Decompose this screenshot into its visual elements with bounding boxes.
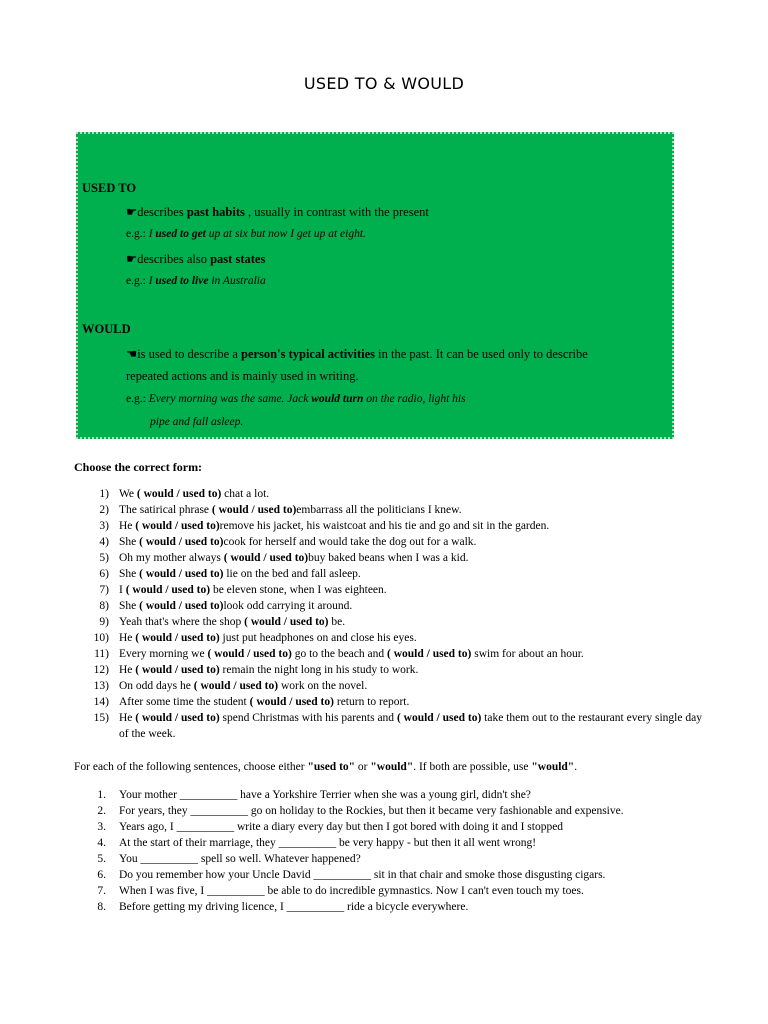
sentence-text: She [119, 600, 140, 612]
sentence-text: take them out to the restaurant every single day of the week. [119, 712, 702, 740]
exercise-1-item [74, 550, 714, 566]
item-number: 4. [97, 837, 106, 849]
item-number: 10) [93, 632, 109, 644]
choice-options: ( would / used to) [139, 600, 224, 612]
exercise-2-item [74, 787, 714, 803]
sentence-text: I [119, 584, 126, 596]
item-number: 2. [97, 805, 106, 817]
exercise-2-item [74, 803, 714, 819]
sentence-text: look odd carrying it around. [223, 600, 353, 612]
sentence-text: On odd days he [119, 680, 194, 692]
exercise-2-item [74, 899, 714, 915]
item-number: 12) [93, 664, 109, 676]
exercise-2-instruction: For each of the following sentences, choose either "used to" or "would". If both are possible, use "would". [74, 761, 578, 773]
item-number: 9) [99, 616, 109, 628]
item-number: 1) [99, 488, 109, 500]
item-number: 5. [97, 853, 106, 865]
choice-options: ( would / used to) [135, 520, 220, 532]
exercise-2-item [74, 851, 714, 867]
item-number: 4) [99, 536, 109, 548]
sentence-text: spend Christmas with his parents and [219, 712, 397, 724]
choice-options: ( would / used to) [136, 488, 222, 500]
grammar-rules-box [76, 132, 674, 439]
item-number: 7. [97, 885, 106, 897]
would-rule-1: ☚is used to describe a person's typical activities in the past. It can be used only to describe [126, 347, 588, 361]
exercise-1-item [74, 582, 714, 598]
sentence-text: Your mother __________ have a Yorkshire Terrier when she was a young girl, didn't she? [119, 789, 531, 801]
sentence-text: be. [328, 616, 346, 628]
sentence-text: She [119, 536, 140, 548]
exercise-1-item [74, 646, 714, 662]
sentence-text: Before getting my driving licence, I __________ ride a bicycle everywhere. [119, 901, 469, 913]
choice-options: ( would / used to) [387, 648, 472, 660]
exercise-1-item [74, 486, 714, 502]
sentence-text: be eleven stone, when I was eighteen. [210, 584, 387, 596]
choice-options: ( would / used to) [193, 680, 279, 692]
item-number: 6) [99, 568, 109, 580]
item-number: 8) [99, 600, 109, 612]
sentence-text: He [119, 664, 136, 676]
sentence-text: He [119, 712, 136, 724]
sentence-text: He [119, 520, 136, 532]
choice-options: ( would / used to) [244, 616, 329, 628]
choice-options: ( would / used to) [249, 696, 334, 708]
exercise-1-item [74, 566, 714, 582]
would-example-2: pipe and fall asleep. [150, 416, 244, 428]
used-to-rule-2: ☛describes also past states [126, 252, 266, 266]
choice-options: ( would / used to) [139, 536, 224, 548]
would-heading: WOULD [82, 322, 131, 336]
choice-options: ( would / used to) [396, 712, 482, 724]
item-number: 7) [99, 584, 109, 596]
item-number: 8. [97, 901, 106, 913]
exercise-1-item [74, 630, 714, 646]
item-number: 11) [94, 648, 109, 660]
used-to-example-2: e.g.: I used to live in Australia [126, 275, 266, 287]
exercise-1-list [74, 486, 714, 742]
exercise-1-item [74, 502, 714, 518]
sentence-text: swim for about an hour. [471, 648, 584, 660]
exercise-1-item [74, 518, 714, 534]
sentence-text: chat a lot. [221, 488, 270, 500]
exercise-2-item [74, 867, 714, 883]
item-number: 6. [97, 869, 106, 881]
sentence-text: return to report. [333, 696, 410, 708]
choice-options: ( would / used to) [211, 504, 297, 516]
used-to-rule-1: ☛describes past habits , usually in contrast with the present [126, 205, 429, 219]
choice-options: ( would / used to) [135, 632, 220, 644]
sentence-text: Yeah that's where the shop [119, 616, 245, 628]
item-number: 3. [97, 821, 106, 833]
sentence-text: The satirical phrase [119, 504, 212, 516]
item-number: 14) [93, 696, 109, 708]
item-number: 2) [99, 504, 109, 516]
exercise-2-list [74, 787, 714, 915]
exercise-1-item [74, 614, 714, 630]
choice-options: ( would / used to) [207, 648, 292, 660]
exercise-1-item [74, 662, 714, 678]
sentence-text: work on the novel. [278, 680, 368, 692]
item-number: 3) [99, 520, 109, 532]
would-rule-2: repeated actions and is mainly used in writing. [126, 369, 359, 383]
item-number: 5) [99, 552, 109, 564]
sentence-text: just put headphones on and close his eyes. [219, 632, 417, 644]
sentence-text: Years ago, I __________ write a diary every day but then I got bored with doing it and I stopped [119, 821, 564, 833]
sentence-text: cook for herself and would take the dog out for a walk. [223, 536, 477, 548]
sentence-text: remain the night long in his study to work. [219, 664, 419, 676]
sentence-text: He [119, 632, 136, 644]
choice-options: ( would / used to) [223, 552, 309, 564]
sentence-text: remove his jacket, his waistcoat and his tie and go and sit in the garden. [219, 520, 550, 532]
choice-options: ( would / used to) [139, 568, 224, 580]
sentence-text: lie on the bed and fall asleep. [223, 568, 361, 580]
item-number: 15) [93, 712, 109, 724]
would-example-1: e.g.: Every morning was the same. Jack would turn on the radio, light his [126, 393, 466, 405]
exercise-2-item [74, 819, 714, 835]
sentence-text: embarrass all the politicians I knew. [296, 504, 462, 516]
sentence-text: Do you remember how your Uncle David __________ sit in that chair and smoke those disgusting cigars. [119, 869, 606, 881]
choice-options: ( would / used to) [135, 712, 220, 724]
exercise-1-heading: Choose the correct form: [74, 460, 203, 474]
sentence-text: After some time the student [119, 696, 250, 708]
used-to-heading: USED TO [82, 181, 137, 195]
exercise-1-item [74, 678, 714, 694]
sentence-text: You __________ spell so well. Whatever happened? [119, 853, 361, 865]
sentence-text: When I was five, I __________ be able to do incredible gymnastics. Now I can't even touch my toes. [119, 885, 584, 897]
sentence-text: go to the beach and [291, 648, 387, 660]
item-number: 13) [93, 680, 109, 692]
exercise-1-item [74, 694, 714, 710]
sentence-text: Every morning we [119, 648, 208, 660]
used-to-example-1: e.g.: I used to get up at six but now I get up at eight. [126, 228, 366, 240]
exercise-2-item [74, 835, 714, 851]
sentence-text: We [119, 488, 137, 500]
choice-options: ( would / used to) [135, 664, 220, 676]
exercise-1-item [74, 534, 714, 550]
sentence-text: Oh my mother always [119, 552, 224, 564]
sentence-text: She [119, 568, 140, 580]
exercise-1-item [74, 710, 714, 742]
sentence-text: At the start of their marriage, they __________ be very happy - but then it all went wrong! [119, 837, 537, 849]
sentence-text: For years, they __________ go on holiday to the Rockies, but then it became very fashionable and expensive. [119, 805, 624, 817]
sentence-text: buy baked beans when I was a kid. [308, 552, 469, 564]
exercise-2-item [74, 883, 714, 899]
item-number: 1. [97, 789, 106, 801]
page-title: USED TO & WOULD [303, 74, 465, 93]
exercise-1-item [74, 598, 714, 614]
choice-options: ( would / used to) [125, 584, 211, 596]
